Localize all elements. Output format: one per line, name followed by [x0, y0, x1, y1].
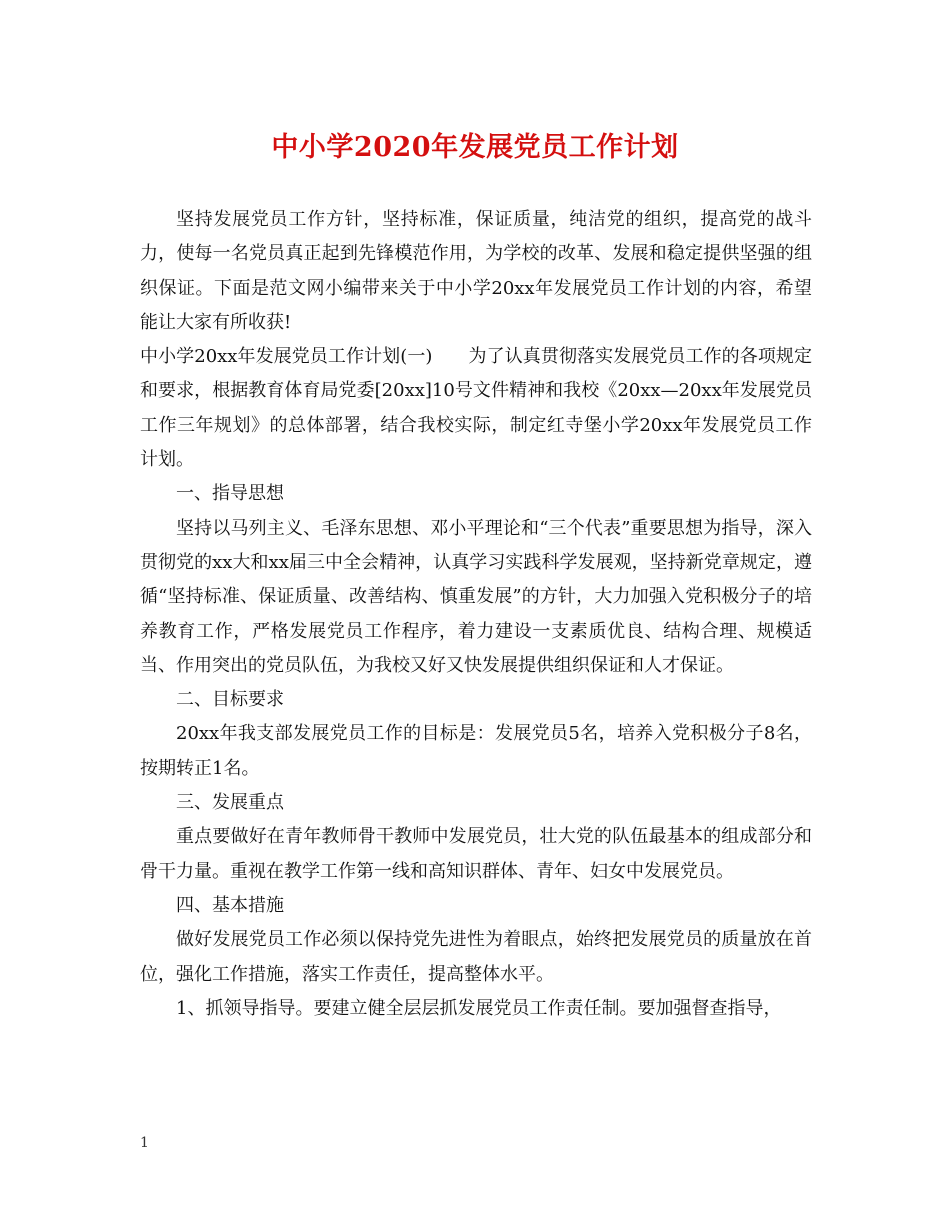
section-body-focus: 重点要做好在青年教师骨干教师中发展党员，壮大党的队伍最基本的组成部分和骨干力量。重视在教学工作第一线和高知识群体、青年、妇女中发展党员。 — [140, 826, 812, 882]
section-body-goals: 20xx年我支部发展党员工作的目标是：发展党员5名，培养入党积极分子8名，按期转正1名。 — [140, 723, 812, 779]
section-heading-focus: 三、发展重点 — [176, 792, 284, 814]
plan-intro-text: 为了认真贯彻落实发展党员工作的各项规定和要求，根据教育体育局党委[20xx]10号文件精神和我校《20xx—20xx年发展党员工作三年规划》的总体部署，结合我校实际，制定红寺堡小学20xx年发展党员工作计划。 — [140, 346, 812, 471]
section-body-guiding-ideology: 坚持以马列主义、毛泽东思想、邓小平理论和“三个代表”重要思想为指导，深入贯彻党的xx大和xx届三中全会精神，认真学习实践科学发展观，坚持新党章规定，遵循“坚持标准、保证质量、改善结构、慎重发展”的方针，大力加强入党积极分子的培养教育工作，严格发展党员工作程序，着力建设一支素质优良、结构合理、规模适当、作用突出的党员队伍，为我校又好又快发展提供组织保证和人才保证。 — [140, 517, 812, 676]
section-body-measures: 做好发展党员工作必须以保持党先进性为着眼点，始终把发展党员的质量放在首位，强化工作措施，落实工作责任，提高整体水平。 — [140, 929, 812, 985]
plan-paragraph — [140, 340, 812, 477]
intro-paragraph: 坚持发展党员工作方针，坚持标准，保证质量，纯洁党的组织，提高党的战斗力，使每一名党员真正起到先锋模范作用，为学校的改革、发展和稳定提供坚强的组织保证。下面是范文网小编带来关于中小学20xx年发展党员工作计划的内容，希望能让大家有所收获! — [140, 209, 812, 333]
measure-item-1: 1、抓领导指导。要建立健全层层抓发展党员工作责任制。要加强督查指导， — [176, 997, 782, 1019]
page-number: 1 — [140, 1135, 149, 1151]
document-title: 中小学2020年发展党员工作计划 — [271, 132, 679, 163]
section-heading-guiding-ideology: 一、指导思想 — [176, 483, 284, 505]
section-heading-measures: 四、基本措施 — [176, 894, 284, 916]
document-body — [140, 203, 812, 1026]
plan-heading: 中小学20xx年发展党员工作计划(一) — [140, 346, 433, 368]
section-heading-goals: 二、目标要求 — [176, 689, 284, 711]
